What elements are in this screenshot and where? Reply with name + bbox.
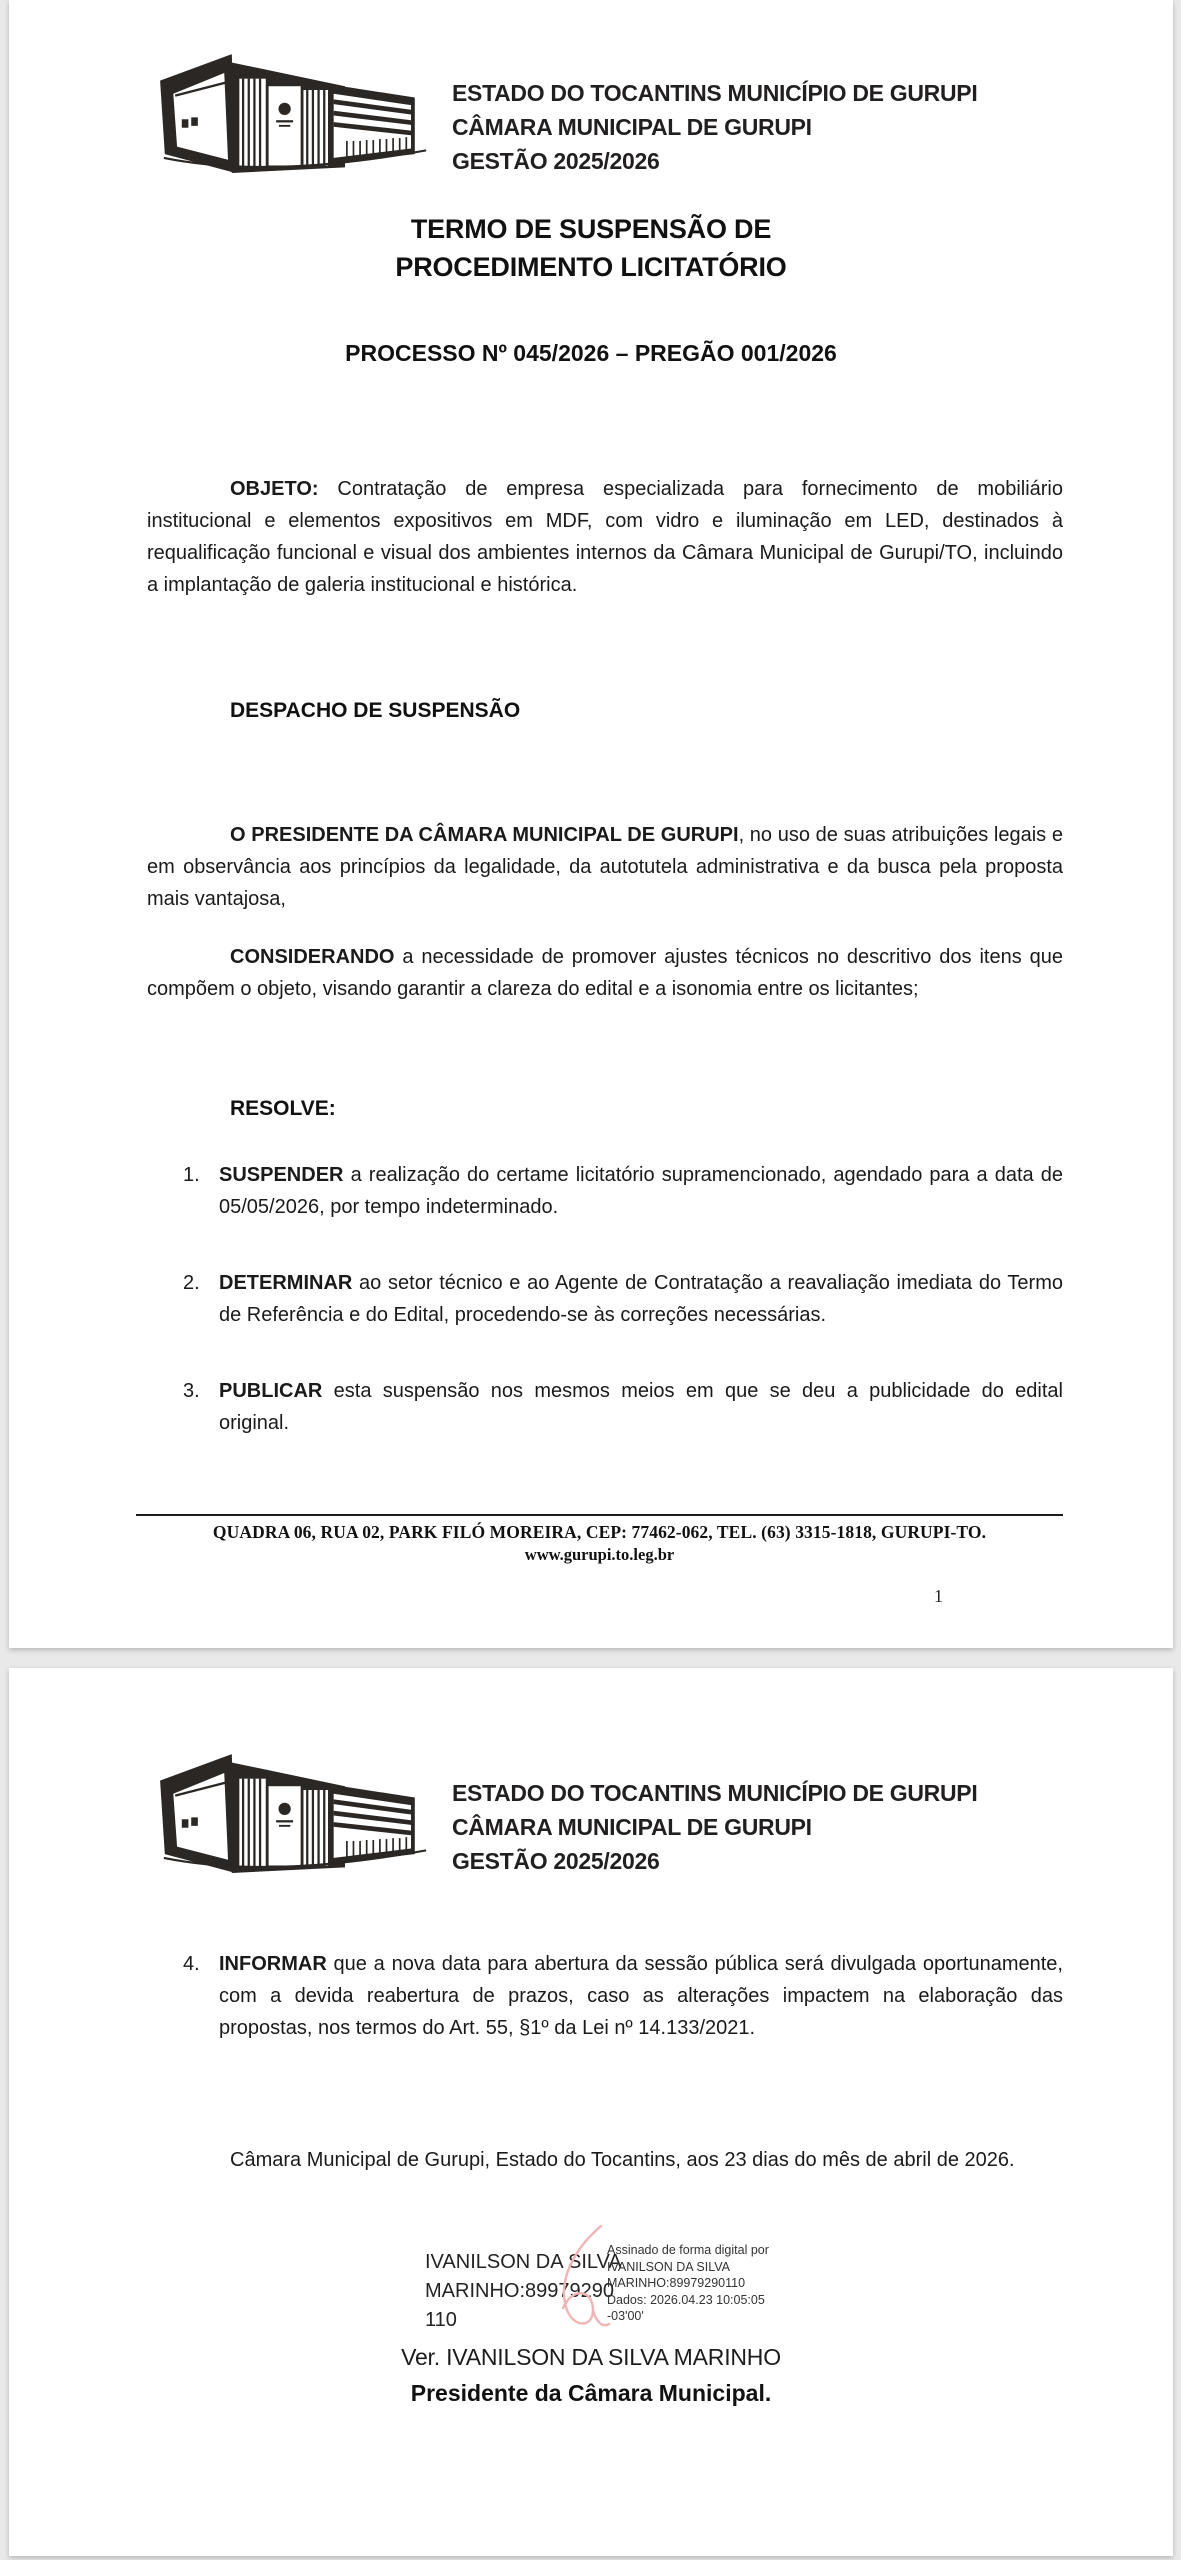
page-number: 1	[934, 1586, 943, 1606]
signature-name-line-2: MARINHO:89979290	[425, 2280, 614, 2302]
footer-website: www.gurupi.to.leg.br	[524, 1545, 675, 1564]
signature-detail-line-2: IVANILSON DA SILVA	[607, 2259, 730, 2274]
item-1-lead: SUSPENDER	[219, 1164, 344, 1186]
document-header	[9, 0, 1173, 184]
footer-address: QUADRA 06, RUA 02, PARK FILÓ MOREIRA, CEP: 77462-062, TEL. (63) 3315-1818, GURUPI-TO.	[212, 1522, 987, 1542]
camara-building-logo	[145, 1746, 428, 1884]
item-4-text	[219, 1948, 1063, 2044]
presidente-text: , no uso de suas atribuições legais e em observância aos princípios da legalidade, da autotutela administrativa e da busca pela proposta mais vantajosa,	[147, 824, 1063, 910]
item-1-number: 1.	[183, 1164, 200, 1186]
institution-line-3: GESTÃO 2025/2026	[452, 1848, 660, 1874]
institution-name-block	[452, 1746, 977, 1878]
page-2-body	[147, 1948, 1063, 2176]
document-header-page-2	[9, 1668, 1173, 1884]
considerando-paragraph	[147, 941, 1063, 1005]
item-3-number: 3.	[183, 1380, 200, 1402]
objeto-paragraph	[147, 473, 1063, 601]
institution-line-2: CÂMARA MUNICIPAL DE GURUPI	[452, 114, 812, 140]
item-2-rest: ao setor técnico e ao Agente de Contratação a reavaliação imediata do Termo de Referência e do Edital, procedendo-se às correções necessárias.	[219, 1272, 1063, 1326]
signature-detail-line-4: Dados: 2026.04.23 10:05:05	[607, 2292, 765, 2307]
considerando-lead: CONSIDERANDO	[230, 946, 395, 968]
document-page-2	[9, 1668, 1173, 2556]
signature-detail-line-1: Assinado de forma digital por	[607, 2243, 769, 2257]
institution-line-1: ESTADO DO TOCANTINS MUNICÍPIO DE GURUPI	[452, 80, 978, 106]
digital-signature-details	[607, 2242, 857, 2325]
item-3-lead: PUBLICAR	[219, 1380, 323, 1402]
signature-detail-line-3: MARINHO:89979290110	[607, 2276, 746, 2290]
document-page-1	[9, 0, 1173, 1648]
page-1-footer	[136, 1514, 1063, 1565]
resolution-items	[147, 1159, 1063, 1439]
item-3-rest: esta suspensão nos mesmos meios em que se deu a publicidade do edital original.	[219, 1380, 1063, 1434]
list-item-3	[183, 1375, 1063, 1439]
despacho-heading: DESPACHO DE SUSPENSÃO	[230, 699, 521, 722]
objeto-label: OBJETO:	[230, 478, 319, 500]
document-title-line-1: TERMO DE SUSPENSÃO DE	[410, 214, 772, 244]
signature-name-line-3: 110	[425, 2309, 457, 2331]
item-1-text	[219, 1159, 1063, 1223]
item-4-number: 4.	[183, 1953, 200, 1975]
signer-role-line: Presidente da Câmara Municipal.	[410, 2380, 772, 2406]
institution-name-block	[452, 46, 977, 178]
resolve-heading: RESOLVE:	[230, 1097, 336, 1120]
document-title	[9, 210, 1173, 286]
signature-name-line-1: IVANILSON DA SILVA	[425, 2251, 622, 2273]
item-4-lead: INFORMAR	[219, 1953, 327, 1975]
item-2-text	[219, 1267, 1063, 1331]
signature-detail-line-5: -03'00'	[607, 2309, 644, 2323]
camara-building-logo	[145, 46, 428, 184]
process-number-line: PROCESSO Nº 045/2026 – PREGÃO 001/2026	[345, 340, 837, 366]
list-item-4	[183, 1948, 1063, 2044]
signature-flourish-icon	[549, 2220, 611, 2342]
list-item-2	[183, 1267, 1063, 1331]
institution-line-1: ESTADO DO TOCANTINS MUNICÍPIO DE GURUPI	[452, 1780, 978, 1806]
item-2-number: 2.	[183, 1272, 200, 1294]
presidente-lead: O PRESIDENTE DA CÂMARA MUNICIPAL DE GURUPI	[230, 824, 739, 846]
item-2-lead: DETERMINAR	[219, 1272, 353, 1294]
institution-line-2: CÂMARA MUNICIPAL DE GURUPI	[452, 1814, 812, 1840]
page-1-body	[147, 473, 1063, 1439]
item-4-rest: que a nova data para abertura da sessão pública será divulgada oportunamente, com a devida reabertura de prazos, caso as alterações impactem na elaboração das propostas, nos termos do Art. 55, §1º da Lei nº 14.133/2021.	[219, 1953, 1063, 2039]
signer-name-line: Ver. IVANILSON DA SILVA MARINHO	[401, 2344, 781, 2370]
list-item-1	[183, 1159, 1063, 1223]
objeto-text: Contratação de empresa especializada para fornecimento de mobiliário institucional e elementos expositivos em MDF, com vidro e iluminação em LED, destinados à requalificação funcional e visual dos ambientes internos da Câmara Municipal de Gurupi/TO, incluindo a implantação de galeria institucional e histórica.	[147, 478, 1063, 596]
closing-date-paragraph: Câmara Municipal de Gurupi, Estado do Tocantins, aos 23 dias do mês de abril de 2026.	[230, 2149, 1015, 2171]
considerando-text: a necessidade de promover ajustes técnicos no descritivo dos itens que compõem o objeto, visando garantir a clareza do edital e a isonomia entre os licitantes;	[147, 946, 1063, 1000]
document-title-line-2: PROCEDIMENTO LICITATÓRIO	[395, 252, 787, 282]
presidente-paragraph	[147, 819, 1063, 915]
item-3-text	[219, 1375, 1063, 1439]
institution-line-3: GESTÃO 2025/2026	[452, 148, 660, 174]
item-1-rest: a realização do certame licitatório supramencionado, agendado para a data de 05/05/2026, por tempo indeterminado.	[219, 1164, 1063, 1218]
